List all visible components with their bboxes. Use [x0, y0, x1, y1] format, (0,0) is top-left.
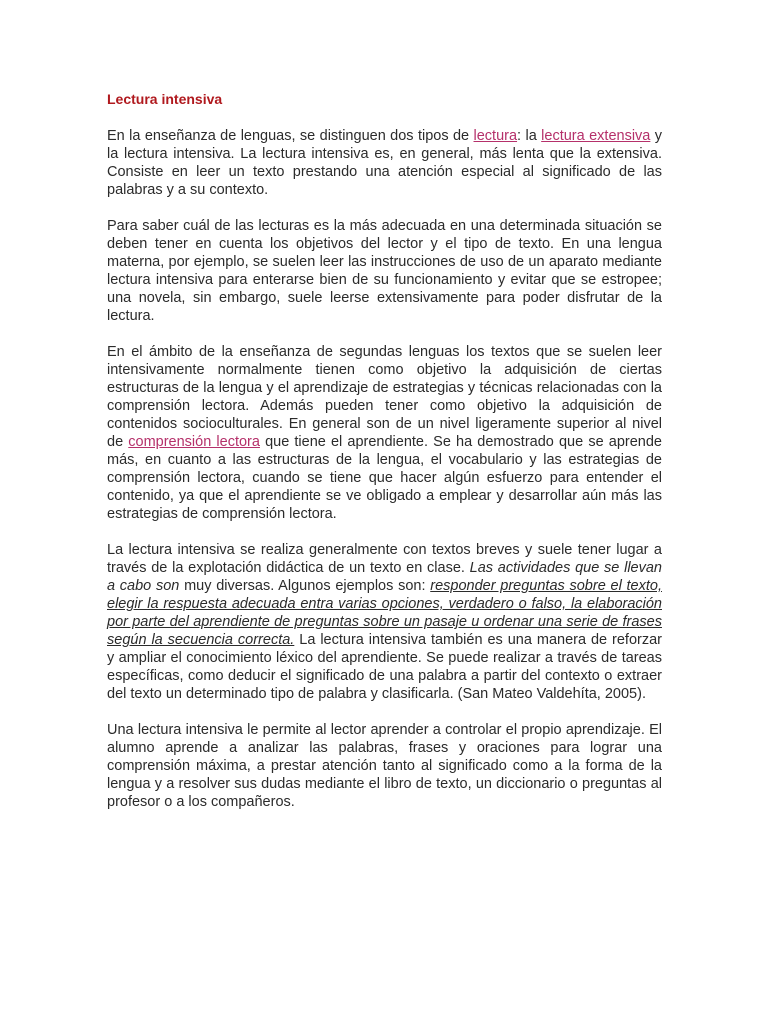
link-lectura-extensiva[interactable]: lectura extensiva — [541, 128, 651, 144]
paragraph-5: Una lectura intensiva le permite al lector aprender a controlar el propio aprendizaje. El alumno aprende a analizar las palabras, frases y oraciones para lograr una comprensión máxima, a prestar atención tanto al significado como a la forma de la lengua y a resolver sus dudas mediante el libro de texto, un diccionario o preguntas al profesor o a los compañeros. — [107, 722, 662, 810]
paragraph-3-text-a: En el ámbito de la enseñanza de segundas lenguas los textos que se suelen leer intensivamente normalmente tienen como objetivo la adquisición de ciertas estructuras de la lengua y el aprendizaje de estrategias y técnicas relacionadas con la comprensión lectora. Además pueden tener como objetivo la adquisición de contenidos socioculturales. En general son de un nivel ligeramente superior al nivel de — [107, 344, 662, 450]
paragraph-4-italic: Las actividades que se llevan a cabo son — [107, 560, 662, 594]
paragraph-2: Para saber cuál de las lecturas es la más adecuada en una determinada situación se deben tener en cuenta los objetivos del lector y el tipo de texto. En una lengua materna, por ejemplo, se suelen leer las instrucciones de uso de un aparato mediante lectura intensiva para enterarse bien de su funcionamiento y evitar que se estropee; una novela, sin embargo, suele leerse extensivamente para poder disfrutar de la lectura. — [107, 218, 662, 324]
paragraph-4-text-a: La lectura intensiva se realiza generalmente con textos breves y suele tener lugar a través de la explotación didáctica de un texto en clase. — [107, 542, 662, 576]
document-page — [107, 90, 662, 829]
paragraph-4-text-c: La lectura intensiva también es una manera de reforzar y ampliar el conocimiento léxico del aprendiente. Se puede realizar a través de tareas específicas, como deducir el significado de una palabra a partir del contexto o extraer del texto un determinado tipo de palabra y clasificarla. (San Mateo Valdehíta, 2005). — [107, 632, 662, 702]
paragraph-4-text-b: muy diversas. Algunos ejemplos son: — [179, 578, 431, 594]
paragraph-4 — [107, 541, 662, 703]
paragraph-1 — [107, 127, 662, 199]
paragraph-4-examples: responder preguntas sobre el texto, elegir la respuesta adecuada entra varias opciones, verdadero o falso, la elaboración por parte del aprendiente de preguntas sobre un pasaje u ordenar una serie de frases según la secuencia correcta. — [107, 578, 662, 648]
link-lectura[interactable]: lectura — [473, 128, 518, 144]
document-title: Lectura intensiva — [107, 91, 223, 107]
paragraph-1-text-c: y la lectura intensiva. La lectura intensiva es, en general, más lenta que la extensiva. Consiste en leer un texto prestando una atención especial al significado de las palabras y a su contexto. — [107, 128, 663, 198]
paragraph-3-text-b: que tiene el aprendiente. Se ha demostrado que se aprende más, en cuanto a las estructuras de la lengua, el vocabulario y las estrategias de comprensión lectora, cuando se tiene que hacer algún esfuerzo para entender el contenido, ya que el aprendiente se ve obligado a emplear y desarrollar aún más las estrategias de comprensión lectora. — [107, 434, 662, 522]
link-comprension-lectora[interactable]: comprensión lectora — [128, 434, 260, 450]
paragraph-1-text-b: : la — [517, 128, 542, 144]
paragraph-1-text-a: En la enseñanza de lenguas, se distinguen dos tipos de — [107, 128, 474, 144]
paragraph-3 — [107, 343, 662, 523]
